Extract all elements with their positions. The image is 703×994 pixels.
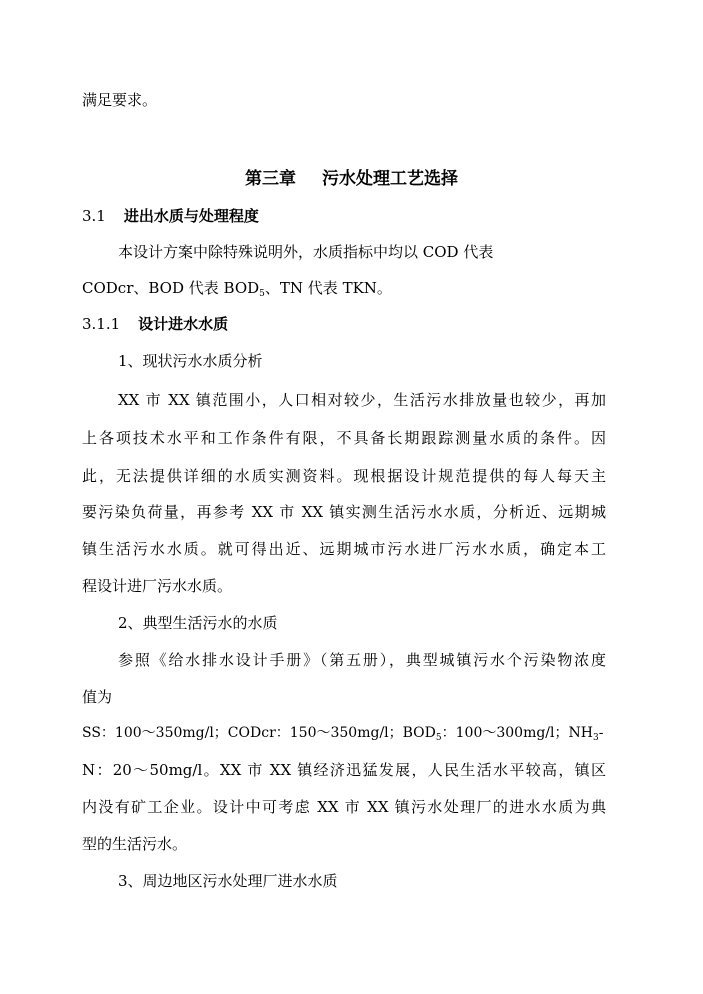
text-run: ：100～300mg/l；NH — [441, 725, 593, 741]
subscript: 5 — [435, 733, 442, 743]
paragraph-line: 型的生活污水。 — [82, 835, 188, 853]
paragraph-line: N：20～50mg/l。XX 市 XX 镇经济迅猛发展，人民生活水平较高，镇区 — [82, 761, 606, 779]
paragraph-line: 上各项技术水平和工作条件有限，不具备长期跟踪测量水质的条件。因 — [82, 429, 606, 447]
paragraph-line — [82, 723, 603, 743]
section-number: 3.1.1 — [82, 315, 121, 333]
text-line: 满足要求。 — [82, 91, 158, 109]
paragraph-line: 参照《给水排水设计手册》（第五册），典型城镇污水个污染物浓度 — [118, 651, 606, 669]
chapter-number: 第三章 — [245, 169, 296, 189]
paragraph-line: 要污染负荷量，再参考 XX 市 XX 镇实测生活污水水质，分析近、远期城 — [82, 503, 606, 521]
paragraph-line: 值为 — [82, 688, 113, 706]
paragraph-line: 此，无法提供详细的水质实测资料。现根据设计规范提供的每人每天主 — [82, 467, 606, 485]
list-item-heading: 2、典型生活污水的水质 — [118, 614, 278, 632]
text-run: SS：100～350mg/l；CODcr：150～350mg/l；BOD — [82, 725, 436, 741]
list-item-heading: 3、周边地区污水处理厂进水水质 — [118, 872, 338, 890]
text-run: - — [598, 725, 604, 741]
text-run: 、TN 代表 TKN。 — [264, 279, 392, 297]
subscript: 3 — [592, 733, 599, 743]
paragraph-line: XX 市 XX 镇范围小，人口相对较少，生活污水排放量也较少，再加 — [118, 391, 606, 409]
subscript: 5 — [259, 289, 265, 299]
paragraph-line: 本设计方案中除特殊说明外，水质指标中均以 COD 代表 — [118, 243, 494, 261]
paragraph-line: 内没有矿工企业。设计中可考虑 XX 市 XX 镇污水处理厂的进水水质为典 — [82, 798, 606, 816]
section-heading-3-1 — [82, 206, 259, 226]
section-title: 进出水质与处理程度 — [123, 207, 259, 225]
paragraph-line: 镇生活污水水质。就可得出近、远期城市污水进厂污水水质，确定本工 — [82, 540, 606, 558]
section-title: 设计进水水质 — [138, 315, 229, 333]
chapter-name: 污水处理工艺选择 — [322, 169, 458, 189]
chapter-title — [0, 168, 703, 190]
section-heading-3-1-1 — [82, 314, 228, 334]
paragraph-line: 程设计进厂污水水质。 — [82, 577, 233, 595]
text-run: CODcr、BOD 代表 BOD — [82, 279, 260, 297]
paragraph-line — [82, 278, 392, 298]
list-item-heading: 1、现状污水水质分析 — [118, 352, 263, 370]
section-number: 3.1 — [82, 207, 106, 225]
